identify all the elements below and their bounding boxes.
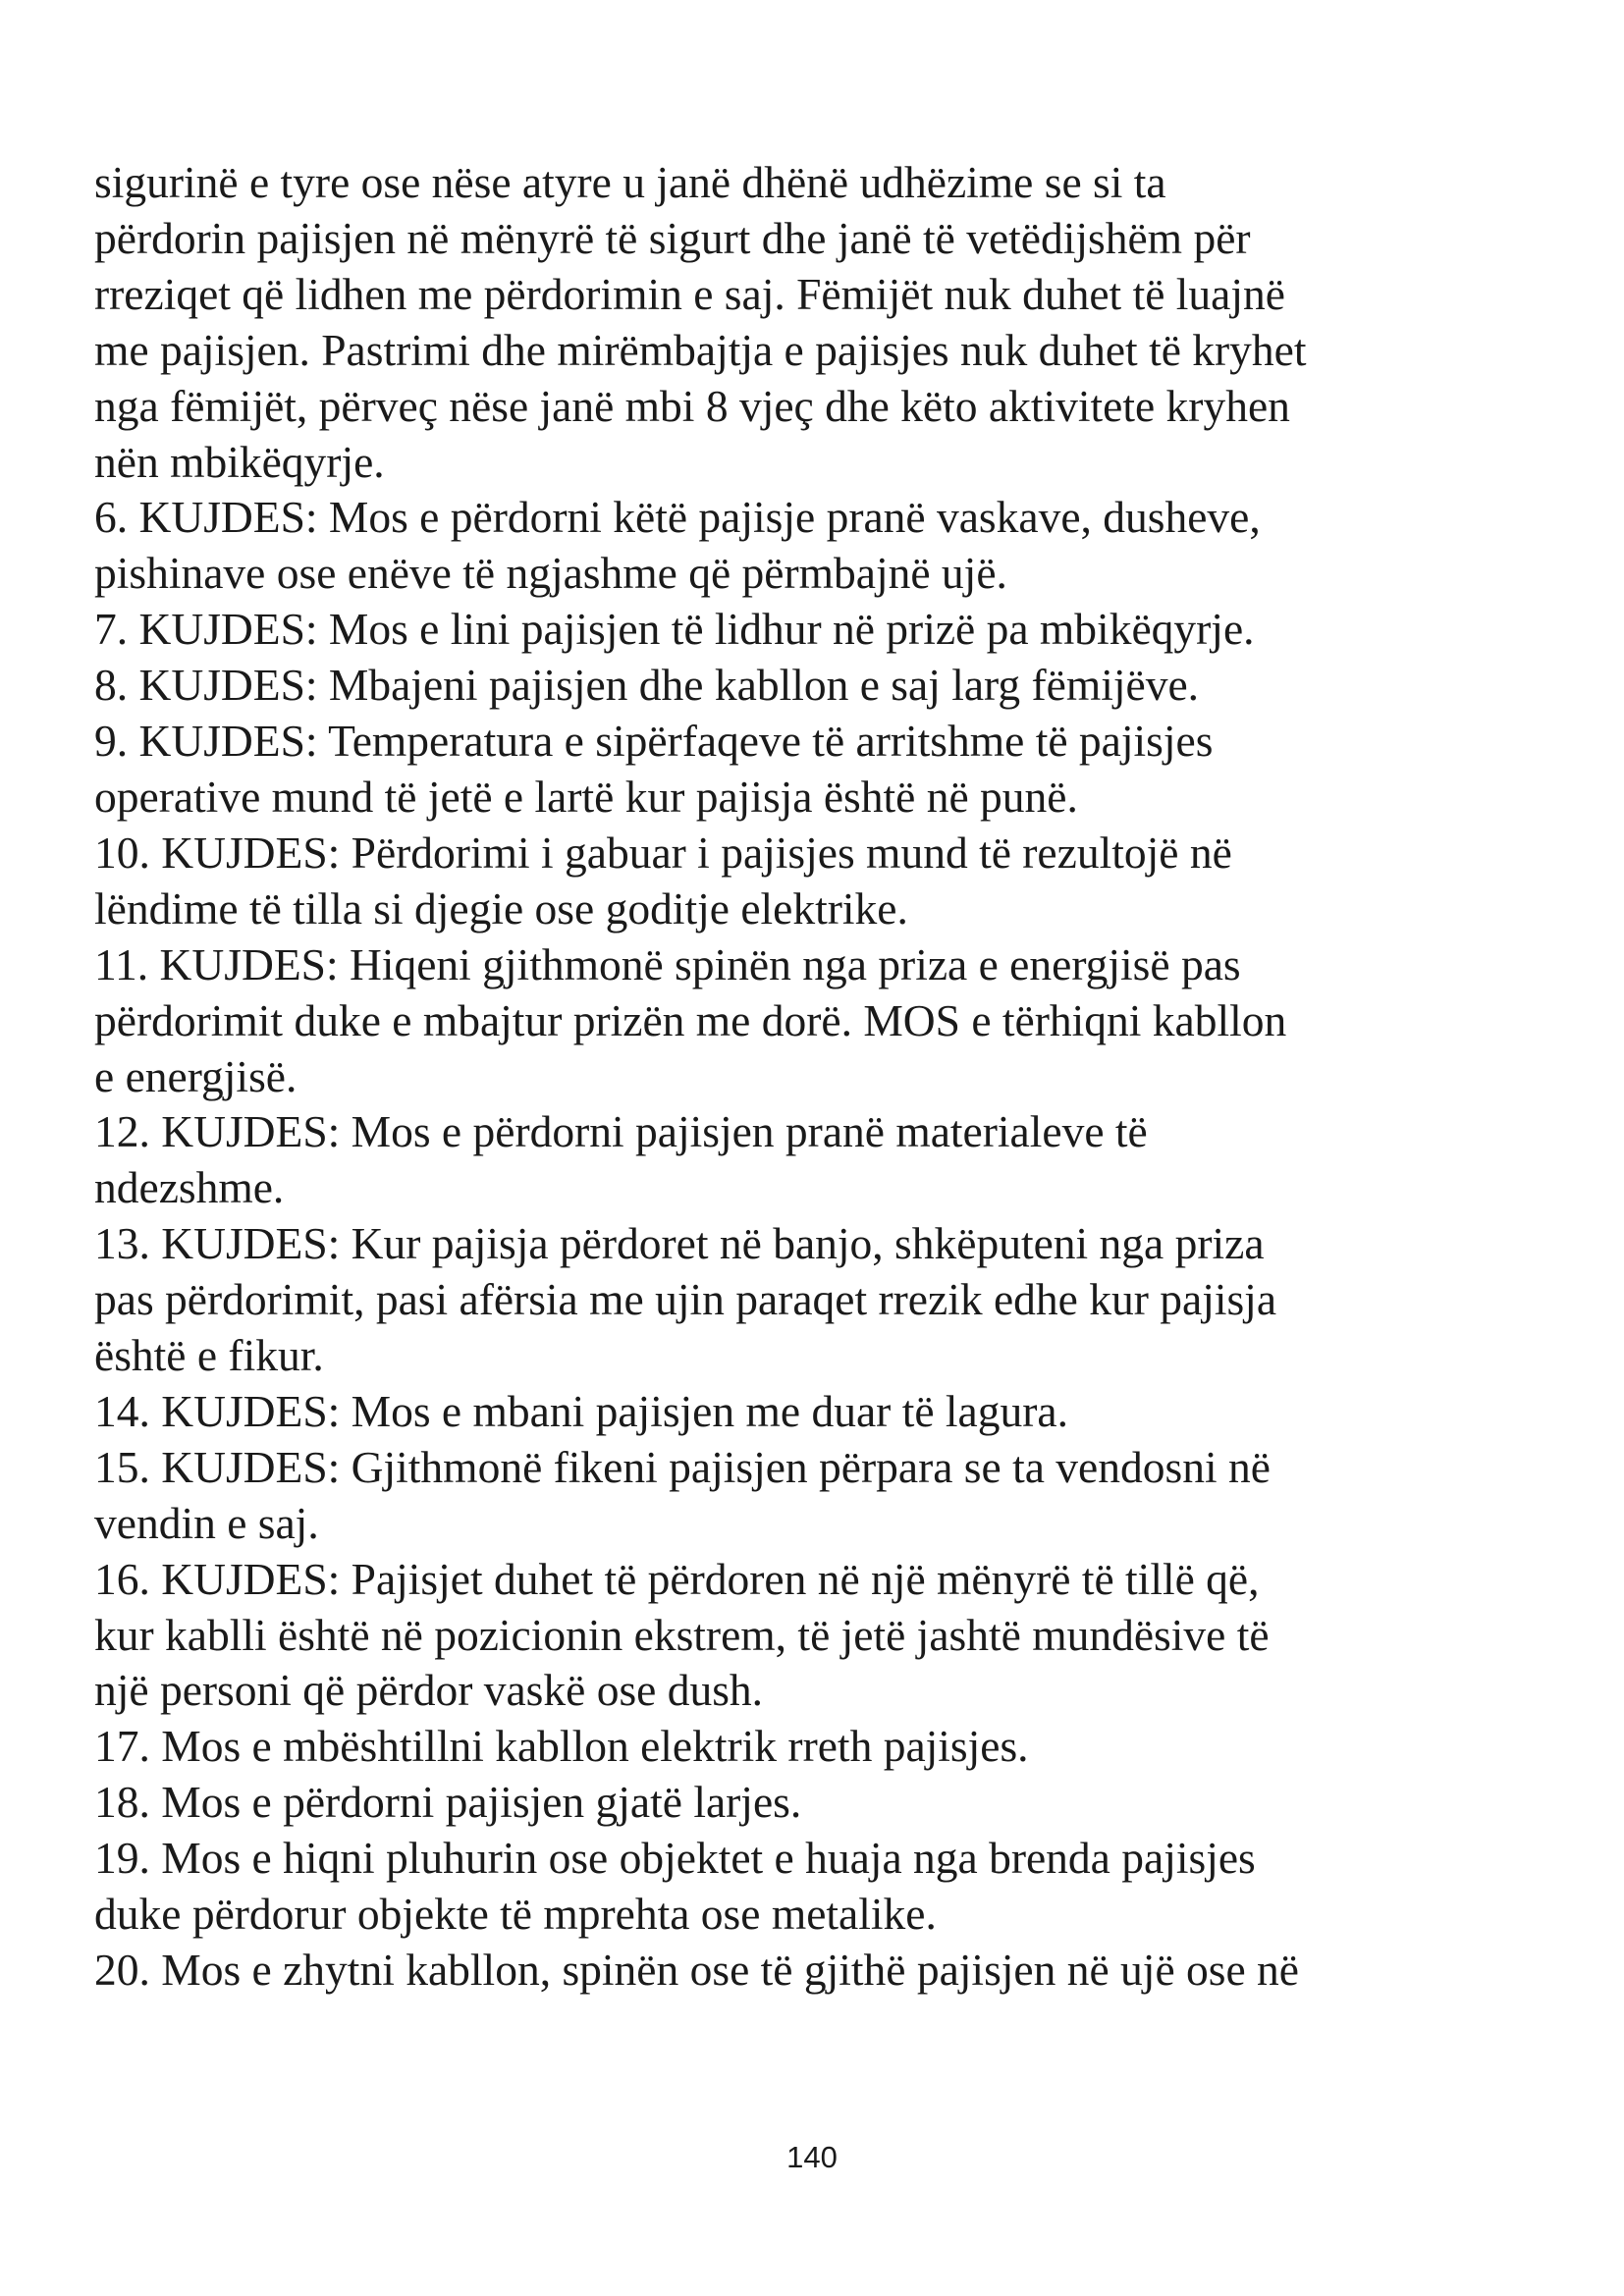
- text-line-18: 12. KUJDES: Mos e përdorni pajisjen pranë materialeve të: [94, 1106, 1148, 1157]
- text-line-6: nën mbikëqyrje.: [94, 436, 385, 487]
- text-line-7: 6. KUJDES: Mos e përdorni këtë pajisje pranë vaskave, dusheve,: [94, 492, 1261, 543]
- text-line-29: 17. Mos e mbështillni kabllon elektrik rreth pajisjes.: [94, 1721, 1029, 1772]
- text-line-16: përdorimit duke e mbajtur prizën me dorë. MOS e tërhiqni kabllon: [94, 994, 1287, 1045]
- text-line-27: kur kablli është në pozicionin ekstrem, të jetë jashtë mundësive të: [94, 1609, 1270, 1660]
- text-line-19: ndezshme.: [94, 1162, 285, 1213]
- text-line-5: nga fëmijët, përveç nëse janë mbi 8 vjeç dhe këto aktivitete kryhen: [94, 380, 1290, 431]
- text-line-20: 13. KUJDES: Kur pajisja përdoret në banjo, shkëputeni nga priza: [94, 1218, 1265, 1269]
- text-line-9: 7. KUJDES: Mos e lini pajisjen të lidhur në prizë pa mbikëqyrje.: [94, 604, 1255, 655]
- text-line-17: e energjisë.: [94, 1050, 298, 1101]
- text-line-24: 15. KUJDES: Gjithmonë fikeni pajisjen përpara se ta vendosni në: [94, 1441, 1271, 1492]
- text-line-14: lëndime të tilla si djegie ose goditje elektrike.: [94, 882, 908, 934]
- page-number: 140: [786, 2140, 838, 2174]
- text-line-23: 14. KUJDES: Mos e mbani pajisjen me duar të lagura.: [94, 1385, 1068, 1436]
- body-text: [94, 155, 1508, 1999]
- text-line-3: rreziqet që lidhen me përdorimin e saj. Fëmijët nuk duhet të luajnë: [94, 268, 1285, 319]
- text-line-12: operative mund të jetë e lartë kur pajisja është në punë.: [94, 771, 1078, 822]
- text-line-25: vendin e saj.: [94, 1497, 319, 1548]
- text-line-30: 18. Mos e përdorni pajisjen gjatë larjes.: [94, 1777, 802, 1828]
- text-line-21: pas përdorimit, pasi afërsia me ujin paraqet rrezik edhe kur pajisja: [94, 1274, 1277, 1325]
- text-line-26: 16. KUJDES: Pajisjet duhet të përdoren në një mënyrë të tillë që,: [94, 1553, 1260, 1604]
- text-line-10: 8. KUJDES: Mbajeni pajisjen dhe kabllon e saj larg fëmijëve.: [94, 660, 1200, 711]
- text-line-22: është e fikur.: [94, 1330, 324, 1381]
- text-line-33: 20. Mos e zhytni kabllon, spinën ose të gjithë pajisjen në ujë ose në: [94, 1945, 1299, 1995]
- text-line-31: 19. Mos e hiqni pluhurin ose objektet e huaja nga brenda pajisjes: [94, 1833, 1256, 1884]
- text-line-13: 10. KUJDES: Përdorimi i gabuar i pajisjes mund të rezultojë në: [94, 827, 1232, 878]
- text-line-8: pishinave ose enëve të ngjashme që përmbajnë ujë.: [94, 548, 1007, 599]
- text-line-2: përdorin pajisjen në mënyrë të sigurt dhe janë të vetëdijshëm për: [94, 212, 1251, 263]
- text-line-1: sigurinë e tyre ose nëse atyre u janë dhënë udhëzime se si ta: [94, 157, 1166, 207]
- text-line-32: duke përdorur objekte të mprehta ose metalike.: [94, 1889, 937, 1940]
- text-line-11: 9. KUJDES: Temperatura e sipërfaqeve të arritshme të pajisjes: [94, 716, 1214, 767]
- text-line-28: një personi që përdor vaskë ose dush.: [94, 1665, 764, 1716]
- text-line-4: me pajisjen. Pastrimi dhe mirëmbajtja e pajisjes nuk duhet të kryhet: [94, 324, 1307, 375]
- text-line-15: 11. KUJDES: Hiqeni gjithmonë spinën nga priza e energjisë pas: [94, 938, 1241, 989]
